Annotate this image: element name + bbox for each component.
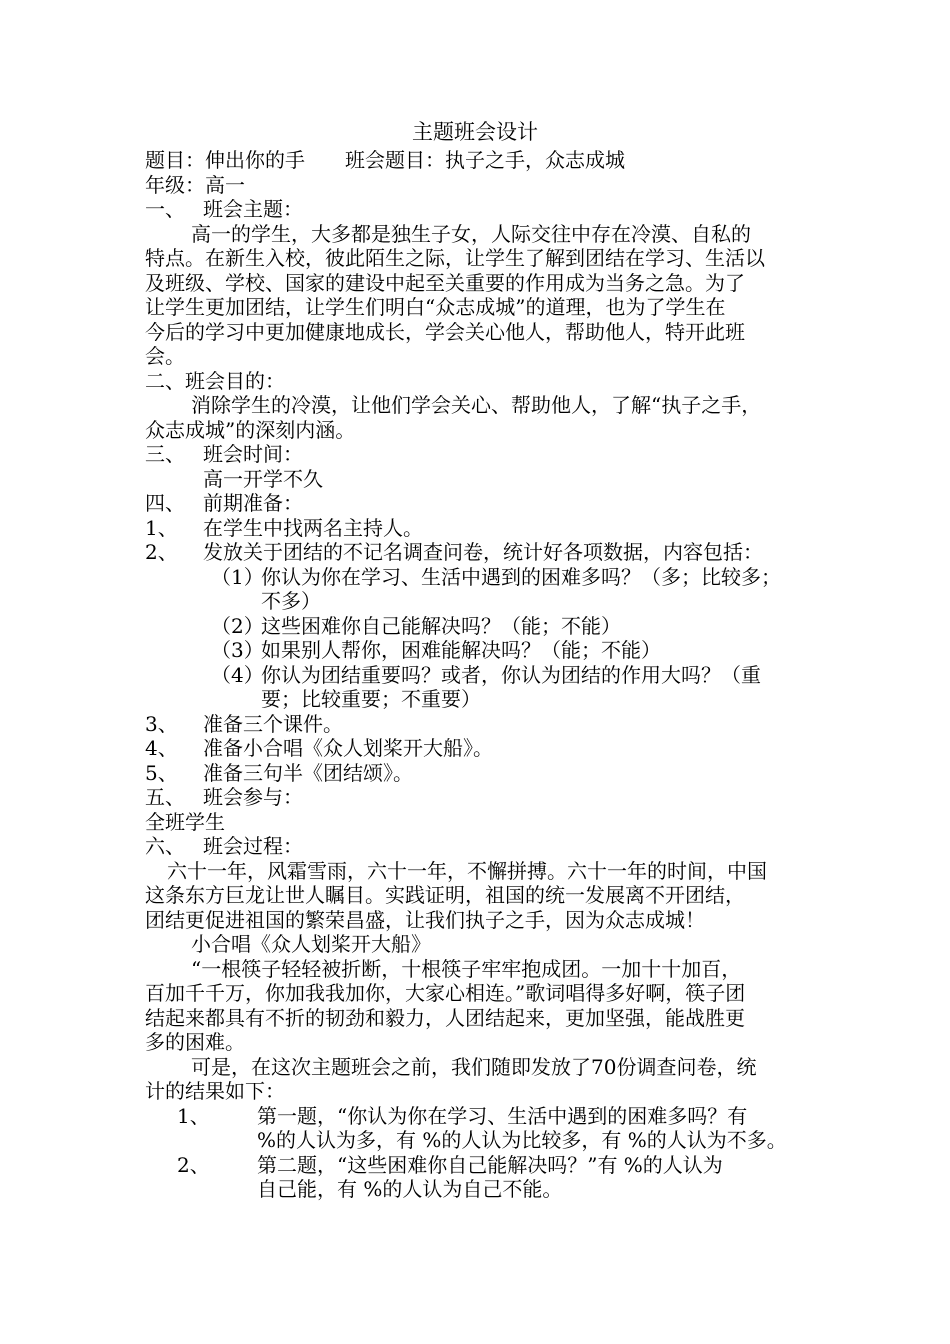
question-text: 要；比较重要；不重要） bbox=[261, 687, 481, 711]
paragraph-line: 及班级、学校、国家的建设中起至关重要的作用成为当务之急。为了 bbox=[145, 270, 745, 295]
section-title: 班会时间： bbox=[203, 442, 303, 466]
list-item bbox=[145, 761, 809, 786]
list-item bbox=[145, 736, 809, 761]
paragraph-line: 消除学生的冷漠，让他们学会关心、帮助他人，了解“执子之手， bbox=[191, 393, 762, 417]
question-label: （4） bbox=[211, 662, 264, 687]
list-text: 准备三句半《团结颂》。 bbox=[203, 760, 413, 785]
section-title: 班会主题： bbox=[203, 197, 303, 221]
section-number: 一、 bbox=[145, 197, 185, 221]
paragraph-line: 今后的学习中更加健康地成长，学会关心他人，帮助他人，特开此班 bbox=[145, 319, 745, 344]
paragraph-line: 众志成城”的深刻内涵。 bbox=[145, 417, 356, 442]
paragraph-line: 可是，在这次主题班会之前，我们随即发放了70份调查问卷，统 bbox=[191, 1054, 757, 1079]
paragraph-line: 让学生更加团结，让学生们明白“众志成城”的道理，也为了学生在 bbox=[145, 295, 726, 319]
result-text: 第二题，“这些困难你自己能解决吗？”有 %的人认为 bbox=[257, 1152, 723, 1177]
document-body bbox=[145, 148, 809, 1202]
question-label: （1） bbox=[211, 564, 264, 589]
section-title: 班会过程： bbox=[203, 834, 303, 858]
question-text: 如果别人帮你，困难能解决吗？（能；不能） bbox=[261, 638, 661, 662]
list-number: 4、 bbox=[145, 736, 178, 760]
list-number: 1、 bbox=[145, 515, 178, 540]
paragraph-line: 结起来都具有不折的韧劲和毅力，人团结起来，更加坚强，能战胜更 bbox=[145, 1005, 745, 1030]
section-heading-2: 二、班会目的： bbox=[145, 368, 285, 393]
list-item bbox=[145, 516, 809, 541]
section-title: 前期准备： bbox=[203, 491, 303, 515]
result-text: 第一题，“你认为你在学习、生活中遇到的困难多吗？有 bbox=[257, 1103, 748, 1128]
list-number: 5、 bbox=[145, 760, 178, 785]
list-number: 2、 bbox=[145, 540, 178, 564]
paragraph-line: 高一的学生，大多都是独生子女，人际交往中存在冷漠、自私的 bbox=[191, 221, 751, 246]
section-heading-3 bbox=[145, 442, 809, 467]
paragraph-line: 团结更促进祖国的繁荣昌盛，让我们执子之手，因为众志成城！ bbox=[145, 907, 705, 932]
section-heading-4 bbox=[145, 491, 809, 516]
result-item bbox=[145, 1153, 809, 1202]
question-item bbox=[145, 565, 809, 614]
question-text: 你认为团结重要吗？或者，你认为团结的作用大吗？（重 bbox=[261, 662, 761, 687]
section-number: 三、 bbox=[145, 442, 185, 466]
paragraph-line: 特点。在新生入校，彼此陌生之际，让学生了解到团结在学习、生活以 bbox=[145, 246, 765, 270]
question-label: （2） bbox=[211, 613, 264, 638]
paragraph-line: “一根筷子轻轻被折断，十根筷子牢牢抱成团。一加十十加百， bbox=[191, 956, 742, 981]
question-item bbox=[145, 614, 809, 639]
paragraph-line: 百加千千万，你加我我加你，大家心相连。”歌词唱得多好啊，筷子团 bbox=[145, 981, 746, 1005]
paragraph-line: 会。 bbox=[145, 344, 185, 368]
section-heading-6 bbox=[145, 834, 809, 859]
section-heading-1 bbox=[145, 197, 809, 222]
section-text: 高一开学不久 bbox=[203, 466, 323, 491]
result-text: 自己能，有 %的人认为自己不能。 bbox=[257, 1177, 563, 1201]
list-text: 准备小合唱《众人划桨开大船》。 bbox=[203, 736, 493, 760]
result-text: %的人认为多，有 %的人认为比较多，有 %的人认为不多。 bbox=[257, 1128, 787, 1152]
question-label: （3） bbox=[211, 638, 264, 662]
section-text: 全班学生 bbox=[145, 809, 225, 834]
paragraph-line: 六十一年，风霜雪雨，六十一年，不懈拼搏。六十一年的时间，中国 bbox=[167, 858, 767, 883]
list-number: 3、 bbox=[145, 711, 178, 736]
list-item bbox=[145, 712, 809, 737]
paragraph-line: 这条东方巨龙让世人瞩目。实践证明，祖国的统一发展离不开团结， bbox=[145, 883, 745, 907]
section-number: 四、 bbox=[145, 491, 185, 515]
section-title: 班会参与： bbox=[203, 785, 303, 809]
question-text: 你认为你在学习、生活中遇到的困难多吗？（多；比较多； bbox=[261, 564, 781, 589]
question-text: 不多） bbox=[261, 589, 321, 613]
song-line: 小合唱《众人划桨开大船》 bbox=[191, 932, 431, 956]
list-text: 准备三个课件。 bbox=[203, 711, 343, 736]
question-item bbox=[145, 638, 809, 663]
list-text: 在学生中找两名主持人。 bbox=[203, 515, 423, 540]
question-text: 这些困难你自己能解决吗？（能；不能） bbox=[261, 613, 621, 638]
result-item bbox=[145, 1104, 809, 1153]
document-title: 主题班会设计 bbox=[412, 120, 538, 144]
list-text: 发放关于团结的不记名调查问卷，统计好各项数据，内容包括： bbox=[203, 540, 763, 564]
paragraph-line: 多的困难。 bbox=[145, 1030, 245, 1054]
section-number: 五、 bbox=[145, 785, 185, 809]
question-item bbox=[145, 663, 809, 712]
topic-line: 题目：伸出你的手 班会题目：执子之手，众志成城 bbox=[145, 148, 625, 172]
result-number: 1、 bbox=[177, 1103, 210, 1128]
result-number: 2、 bbox=[177, 1152, 210, 1177]
grade-line: 年级：高一 bbox=[145, 172, 245, 197]
section-heading-5 bbox=[145, 785, 809, 810]
section-number: 六、 bbox=[145, 834, 185, 858]
paragraph-line: 计的结果如下： bbox=[145, 1079, 285, 1103]
list-item bbox=[145, 540, 809, 565]
